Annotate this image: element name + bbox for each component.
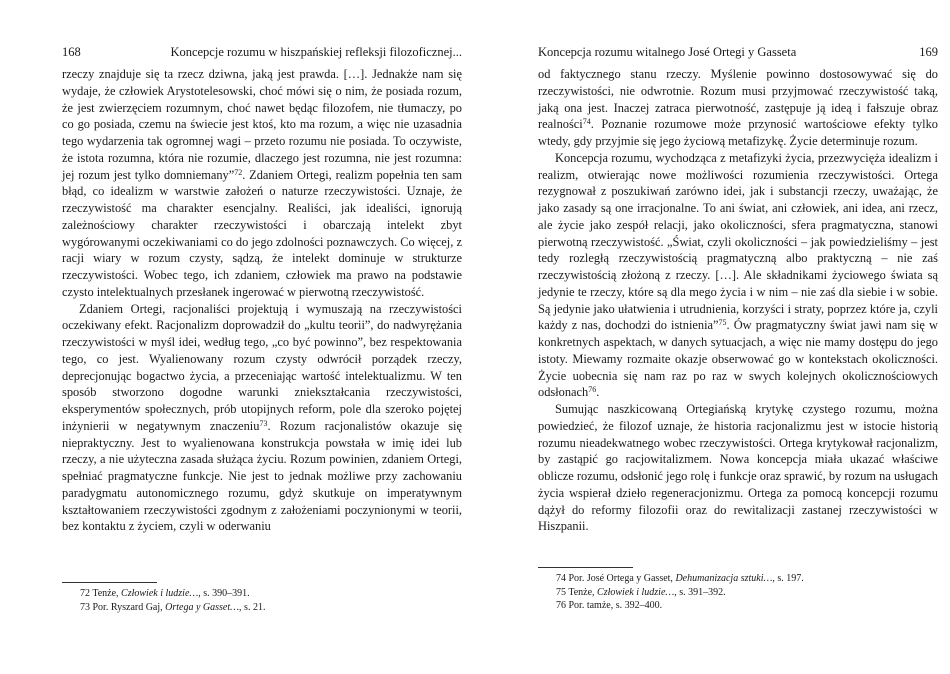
text-run: , s. 391–392. [674,586,726,598]
footnote-reference: 75 [718,318,727,328]
footnote [62,587,462,601]
footnote-rule [62,582,157,583]
text-run: Sumując naszkicowaną Ortegiańską krytykę czystego rozumu, można powiedzieć, że filozof uznaje, że historia racjonalizmu jest w istocie historią rozumu nieadekwatnego wobec rzeczywistości. Ortega krytykował racjonalizm, by zastąpić go racjowitalizmem. Nowa koncepcja miała ukazać właściwe oblicze rozumu, odsłonić jego rolę i funkcje oraz sprawić, by rozum na usługach życia wspierał dzieło regeneracjonizmu. Ortega za pomocą koncepcji rozumu dążył do reformy filozofii oraz do rewitalizacji zastanej rzeczywistości w Hiszpanii. [538,402,938,534]
footnote-rule [538,567,633,568]
right-footnote-list [538,572,938,613]
paragraph [538,150,938,401]
text-run: , s. 197. [772,573,804,584]
paragraph [538,66,938,150]
italic-title: Ortega y Gasset… [165,601,240,613]
text-run: . Poznanie rozumowe może przynosić wartościowe efekty tylko wtedy, gdy przyjmie się jego życiową metafizykę. Życie determinuje rozum. [538,117,938,148]
left-footnotes [62,582,462,614]
text-run: Zdaniem Ortegi, racjonaliści projektują i wymuszają na rzeczywistości oczekiwany efekt. Racjonalizm doprowadził do „kultu teorii”, do nadwyrężania rzeczywistości w myśl idei, według tego, „co być powinno”, bez respektowania tego, co jest. Wyalienowany rozum czysty odwrócił porządek rzeczy, deprecjonując bogactwo życia, a przeceniając wartość intelektualizmu. W ten sposób stworzono dogodne warunki zniekształcania rzeczywistości, eksperymentów społecznych, prób utopijnych reform, pole dla szeroko pojętej inżynierii w negatywnym znaczeniu [62,301,462,433]
text-run: . [596,385,600,400]
text-run: 76 Por. tamże, s. 392–400. [556,600,663,612]
right-page [538,0,938,674]
text-run: , s. 21. [239,601,266,613]
footnote [62,601,462,615]
left-running-header [62,44,462,60]
paragraph [62,301,462,536]
footnote [538,586,938,600]
footnote-reference: 76 [588,385,597,395]
left-footnote-list [62,587,462,614]
left-body-text [62,66,462,535]
right-body-text [538,66,938,535]
text-run: . Zdaniem Ortegi, realizm popełnia ten sam błąd, co idealizm w warstwie założeń o naturze rzeczywistości. Uznaje, że rzeczywistość ma charakter esencjalny. Realiści, jak idealiści, ignorują zależnościowy charakter rzeczywistości i obarczają intelekt zbyt wygórowanymi oczekiwaniami co do jego zdolności poznawczych. Co więcej, z racji wiary w rozum czysty, sądzą, że intelekt dominuje w strukturze rzeczywistości. Wobec tego, ich zdaniem, człowiek ma prawo na podstawie czysto intelektualnych przesłanek ingerować w pierwotną rzeczywistość. [62,167,462,299]
text-run: 74 Por. José Ortega y Gasset, [556,573,676,584]
text-run: 75 Tenże, [556,586,598,598]
right-running-header [538,44,938,60]
footnote [538,572,938,586]
text-run: rzeczy znajduje się ta rzecz dziwna, jaką jest prawda. […]. Jednakże nam się wydaje, że człowiek Arystotelesowski, choć mówi się o nim, że posiada rozum, że jest zwierzęciem rozumnym, choć nawet będąc filozofem, nie tłumaczy, po co go posiada, czemu na świecie jest ktoś, kto ma rozum, a więc nie uzasadnia tego wydarzenia tak ogromnej wagi – przeto rozumu nie posiada. To oczywiste, że istota rozumna, która nie rozumie, dlaczego jest rozumna, nie jest rozumna: jej rozum jest tylko domniemany” [62,67,462,182]
paragraph [62,66,462,301]
footnote-reference: 74 [582,117,591,127]
italic-title: Człowiek i ludzie… [597,586,675,598]
right-running-title: Koncepcja rozumu witalnego José Ortegi y Gasseta [538,45,797,59]
paragraph [538,401,938,535]
left-page-number: 168 [62,45,81,59]
text-run: , s. 390–391. [198,588,250,599]
right-footnotes [538,567,938,613]
italic-title: Człowiek i ludzie… [121,588,199,599]
text-run: Koncepcja rozumu, wychodząca z metafizyki życia, przezwycięża idealizm i realizm, otwierając nowe możliwości rozumienia rzeczywistości. Ortega rezygnował z poszukiwań zarówno idei, jak i substancji rzeczy, uważając, że jako zasady są one irracjonalne. To ani świat, ani człowiek, ani idea, ani rzecz, ale życie jako zespół relacji, jako okoliczności, sfera pragmatyczna, stanowi pierwotną rzeczywistość. „Świat, czyli okoliczności – jak powiedzieliśmy – jest tedy rozległą rzeczywistością pragmatyczną albo praktyczną – nie zaś rzeczywistością złożoną z rzeczy. […]. Ale składnikami życiowego świata są jedynie te rzeczy, które są dla mego życia i w nim – nie zaś dla siebie i w sobie. Są jedynie jako ułatwienia i utrudnienia, korzyści i straty, poprzez które ja, czyli każdy z nas, dochodzi do istnienia” [538,150,938,333]
left-running-title: Koncepcje rozumu w hiszpańskiej refleksji filozoficznej... [170,45,462,59]
text-run: od faktycznego stanu rzeczy. Myślenie powinno dostosowywać się do rzeczywistości, nie odwrotnie. Rozum musi przyjmować rzeczywistość taką, jaką ona jest. Inaczej zatraca pierwotność, zastępuje ją ideą i fałszuje obraz realności [538,67,938,132]
text-run: . Rozum racjonalistów okazuje się niepraktyczny. Jest to wyalienowana konstrukcja powstała w imię idei lub rzeczy, a nie użyteczna zasada służąca życiu. Rozum powinien, zdaniem Ortegi, spełniać pragmatyczne funkcje. Nie jest to jednak możliwe przy zachowaniu paradygmatu autonomicznego rozumu, gdyż skutkuje on imperatywnym kształtowaniem rzeczywistości zgodnym z założeniami poczynionymi w teorii, bez kontaktu z życiem, czyli w oderwaniu [62,418,462,534]
text-run: 73 Por. Ryszard Gaj, [80,601,166,613]
footnote-reference: 72 [234,167,243,177]
italic-title: Dehumanizacja sztuki… [675,573,773,584]
right-page-number: 169 [919,45,938,59]
text-run: 72 Tenże, [80,588,122,599]
left-page [62,0,462,674]
footnote-reference: 73 [259,418,268,428]
text-run: . Ów pragmatyczny świat jawi nam się w konkretnych aspektach, w danych sytuacjach, a więc nie mamy dostępu do jego istoty. Miewamy rozmaite okazje obserwować go w kontekstach okoliczności. Życie uobecnia się nam raz po raz w swych kolejnych okolicznościowych odsłonach [538,318,938,400]
footnote [538,599,938,613]
